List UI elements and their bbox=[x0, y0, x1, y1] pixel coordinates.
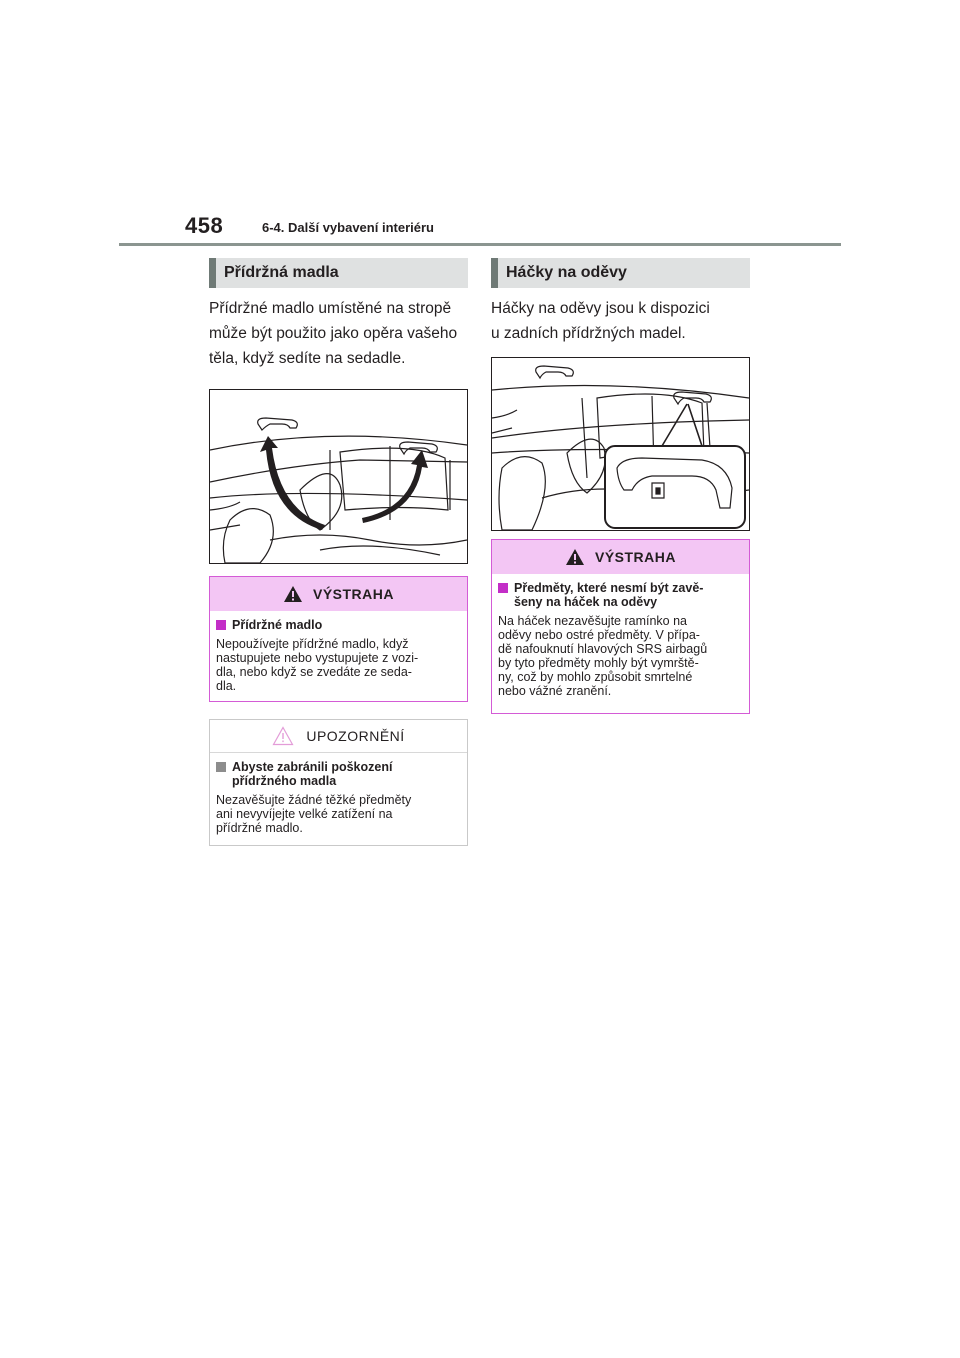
warning-header bbox=[210, 577, 467, 611]
warning-triangle-icon bbox=[565, 548, 585, 566]
caution-header bbox=[210, 720, 467, 753]
caution-triangle-icon bbox=[272, 726, 294, 746]
warning-triangle-icon bbox=[283, 585, 303, 603]
square-bullet-icon bbox=[498, 583, 508, 593]
warning-box-assist-grip bbox=[209, 576, 468, 702]
warning-title: VÝSTRAHA bbox=[594, 549, 676, 565]
square-bullet-icon bbox=[216, 762, 226, 772]
assist-grips-description: Přídržné madlo umístěné na stropě může být použito jako opěra vašeho těla, když sedíte na sedadle. bbox=[209, 300, 458, 367]
caution-title: UPOZORNĚNÍ bbox=[306, 728, 405, 744]
caution-body: Nezavěšujte žádné těžké předměty ani nevyvíjejte velké zatížení na přídržné madlo. bbox=[216, 793, 412, 835]
caution-subtitle: Abyste zabránili poškození přídržného madla bbox=[216, 760, 461, 788]
right-column bbox=[491, 258, 750, 714]
warning-box-coat-hook bbox=[491, 539, 750, 714]
warning-header bbox=[492, 540, 749, 574]
warning-body: Na háček nezavěšujte ramínko na oděvy nebo ostré předměty. V přípa- dě nafouknutí hlavových SRS airbagů by tyto předměty mohly být vymrště- ny, což by mohlo způsobit smrtelné nebo vážné zranění. bbox=[498, 614, 708, 698]
section-title: 6-4. Další vybavení interiéru bbox=[262, 220, 434, 235]
warning-body: Nepoužívejte přídržné madlo, když nastupujete nebo vystupujete z vozi- dla, nebo když se zvedáte ze seda- dla. bbox=[216, 637, 419, 693]
warning-title: VÝSTRAHA bbox=[312, 586, 394, 602]
page-number: 458 bbox=[185, 213, 224, 238]
assist-grip-illustration bbox=[209, 389, 468, 564]
coat-hooks-description: Háčky na oděvy jsou k dispozici u zadních přídržných madel. bbox=[491, 300, 710, 342]
warning-subtitle: Přídržné madlo bbox=[216, 618, 461, 632]
caution-box-assist-grip bbox=[209, 719, 468, 846]
heading-coat-hooks: Háčky na oděvy bbox=[491, 258, 750, 288]
header-rule bbox=[119, 243, 841, 246]
square-bullet-icon bbox=[216, 620, 226, 630]
warning-subtitle: Předměty, které nesmí být zavě- šeny na háček na oděvy bbox=[498, 581, 743, 609]
coat-hook-illustration bbox=[491, 357, 750, 531]
heading-assist-grips: Přídržná madla bbox=[209, 258, 468, 288]
left-column bbox=[209, 258, 468, 846]
